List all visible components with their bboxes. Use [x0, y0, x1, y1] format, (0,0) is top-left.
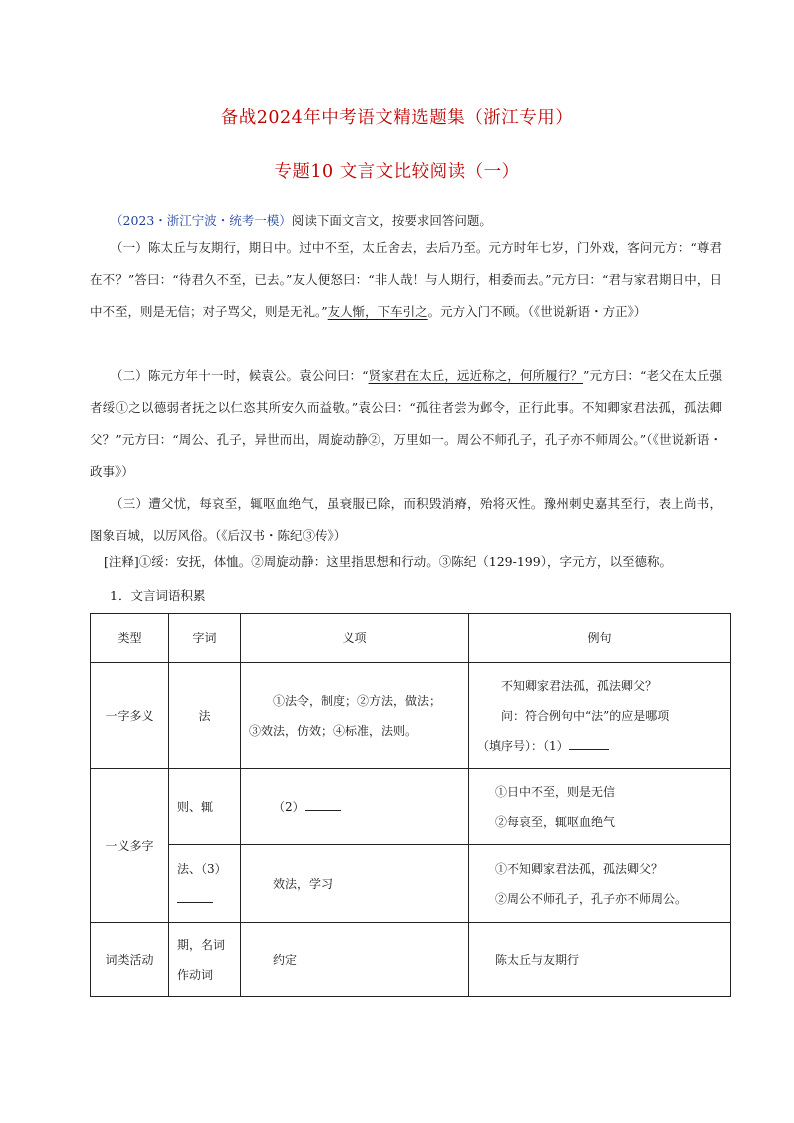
annotation-note: [注释]①绥：安抚，体恤。②周旋动静：这里指思想和行动。③陈纪（129-199），字元方，以至德称。	[104, 554, 672, 569]
example-line: 问：符合例句中“法”的应是哪项	[501, 708, 670, 723]
document-subtitle: 专题10 文言文比较阅读（一）	[274, 162, 520, 182]
passage-two-underlined: 贤家君在太丘，远近称之，何所履行？	[368, 368, 584, 383]
cell-type: 一义多字	[91, 769, 169, 923]
passage-one	[90, 232, 722, 328]
table-row	[91, 845, 731, 923]
cell-type: 词类活动	[91, 923, 169, 997]
meaning-line: 效法，学习	[273, 876, 334, 891]
header-meaning: 义项	[241, 614, 469, 663]
example-line: ②每哀至，辄呕血绝气	[495, 814, 616, 829]
cell-meaning	[241, 663, 469, 769]
answer-blank-3[interactable]	[177, 890, 213, 903]
example-line	[477, 731, 722, 761]
word-line: 法、（3）	[177, 861, 227, 876]
header-word: 字词	[169, 614, 241, 663]
example-line: ②周公不师孔子，孔子亦不师周公。	[495, 891, 688, 906]
cell-word	[169, 923, 241, 997]
passage-two	[90, 360, 722, 488]
cell-type: 一字多义	[91, 663, 169, 769]
passage-one-underlined: 友人惭，下车引之	[327, 304, 428, 319]
passage-three: （三）遭父忧，每哀至，辄呕血绝气，虽衰服已除，而积毁消瘠，殆将灭性。豫州刺史嘉其至行，表上尚书，图象百城，以厉风俗。（《后汉书・陈纪③传》）	[90, 496, 722, 543]
cell-meaning	[241, 923, 469, 997]
cell-example	[469, 663, 731, 769]
answer-prompt: （2）	[273, 799, 305, 814]
example-line: ①不知卿家君法孤，孤法卿父？	[495, 861, 664, 876]
table-row	[91, 923, 731, 997]
answer-prompt: （填序号）：（1）	[477, 738, 569, 753]
header-type: 类型	[91, 614, 169, 663]
source-tag: （2023・浙江宁波・统考一模）	[110, 213, 292, 228]
meaning-line: ①法令，制度；②方法，做法；	[273, 693, 442, 708]
word-line: 期，名词	[177, 937, 226, 952]
cell-meaning	[241, 769, 469, 845]
table-header-row	[91, 614, 731, 663]
cell-example	[469, 923, 731, 997]
cell-word: 法	[169, 663, 241, 769]
meaning-line: 约定	[273, 952, 298, 967]
answer-blank-2[interactable]	[305, 798, 341, 811]
passage-one-source: 。元方入门不顾。（《世说新语・方正》）	[427, 304, 647, 319]
word-line: 作动词	[177, 967, 214, 982]
header-example: 例句	[469, 614, 731, 663]
table-row	[91, 769, 731, 845]
cell-example	[469, 769, 731, 845]
passage-one-text: （一）陈太丘与友期行，期日中。过中不至，太丘舍去，去后乃至。元方时年七岁，门外戏，客问元方：“尊君在不？”答曰：“待君久不至，已去。”友人便怒曰：“非人哉！与人期行，相委而去。”元方曰：“君与家君期日中，日中不至，则是无信；对子骂父，则是无礼。”	[90, 240, 722, 319]
question-one-heading: 1．文言词语积累	[110, 588, 206, 603]
table-row	[91, 663, 731, 769]
cell-word	[169, 845, 241, 923]
meaning-line: ③效法，仿效；④标准，法则。	[249, 723, 418, 738]
source-line	[110, 211, 492, 229]
vocabulary-table	[90, 613, 731, 997]
example-line: 不知卿家君法孤，孤法卿父？	[501, 678, 658, 693]
passage-two-text: （二）陈元方年十一时，候袁公。袁公问曰：“	[110, 368, 369, 383]
cell-word: 则、辄	[169, 769, 241, 845]
source-instruction: 阅读下面文言文，按要求回答问题。	[291, 213, 492, 228]
cell-meaning	[241, 845, 469, 923]
passage-two-rest: ”元方曰：“老父在太丘强者绥①之以德弱者抚之以仁恣其所安久而益敬。”袁公曰：“孤往者尝为邺令，正行此事。不知卿家君法孤，孤法卿父？”元方曰：“周公、孔子，异世而出，周旋动静②，万里如一。周公不师孔子，孔子亦不师周公。”（《世说新语・政事》）	[90, 368, 722, 479]
cell-example	[469, 845, 731, 923]
example-line: 陈太丘与友期行	[495, 952, 580, 967]
answer-blank-1[interactable]	[569, 737, 609, 750]
example-line: ①日中不至，则是无信	[495, 784, 616, 799]
document-title: 备战2024年中考语文精选题集（浙江专用）	[220, 108, 574, 128]
